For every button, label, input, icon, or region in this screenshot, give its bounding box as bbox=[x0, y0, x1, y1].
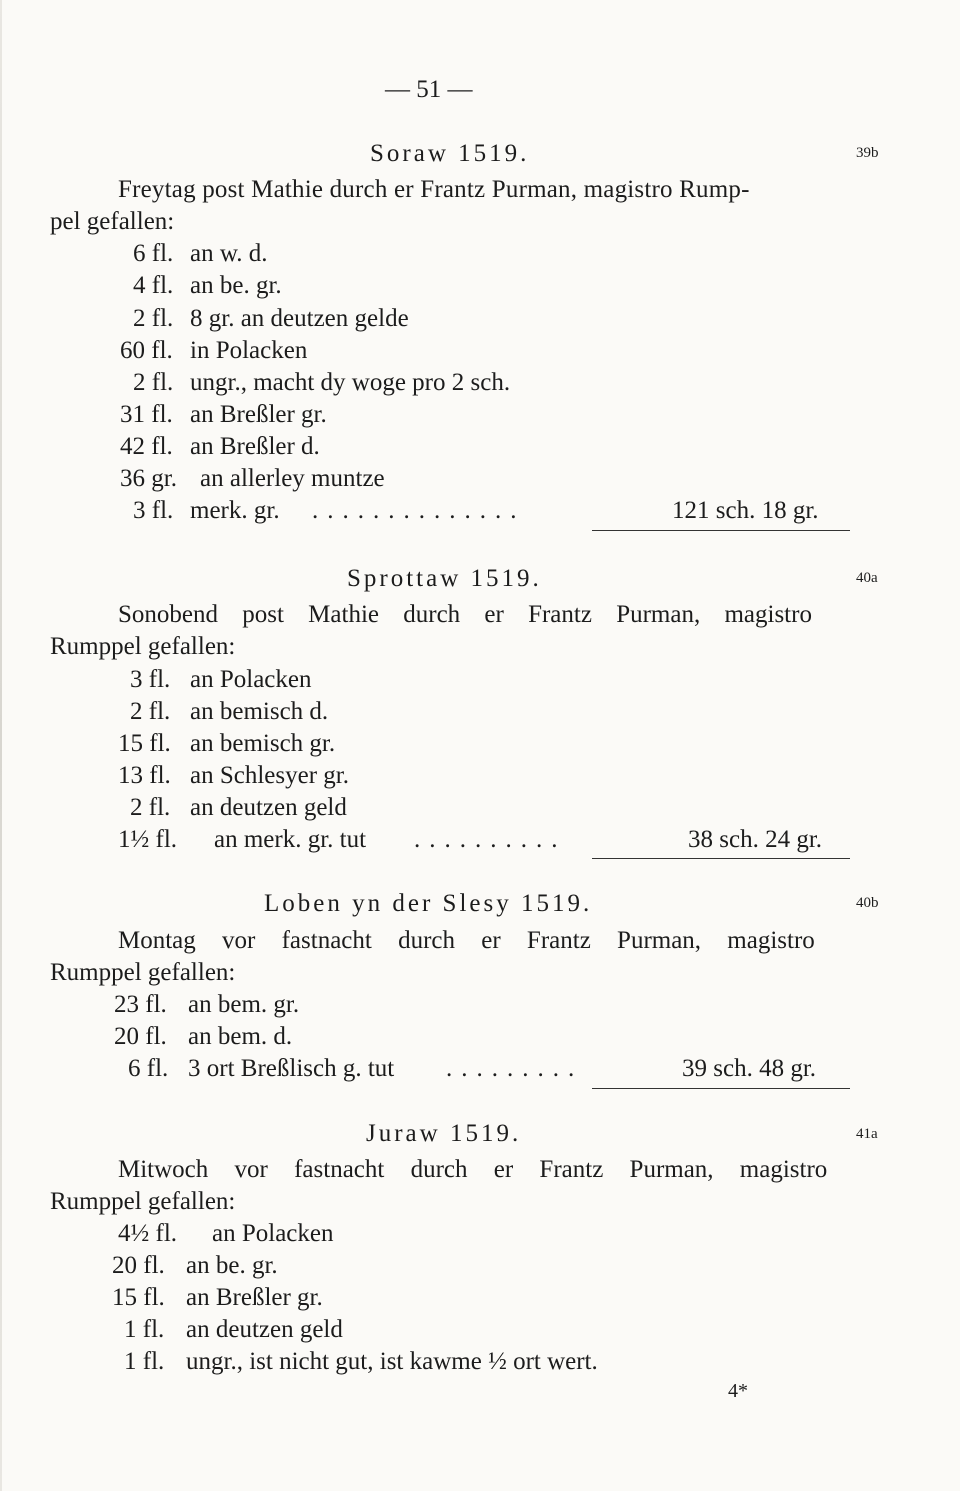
item-text: an bem. gr. bbox=[188, 991, 300, 1018]
item-text: ungr., ist nicht gut, ist kawme ½ ort wert. bbox=[186, 1348, 598, 1375]
item-text: an merk. gr. tut bbox=[214, 826, 367, 853]
item-text: an Polacken bbox=[212, 1220, 334, 1247]
total-rule bbox=[592, 530, 850, 531]
item-text: an allerley muntze bbox=[200, 465, 385, 492]
margin-ref-41a: 41a bbox=[856, 1126, 878, 1142]
section-heading-loben: Loben yn der Slesy 1519. bbox=[264, 890, 593, 917]
item-amount: 2 fl. bbox=[133, 305, 174, 332]
section-heading-juraw: Juraw 1519. bbox=[366, 1120, 522, 1147]
section-heading-soraw: Soraw 1519. bbox=[370, 140, 530, 167]
item-text: an Breßler gr. bbox=[190, 401, 327, 428]
item-text: an deutzen geld bbox=[190, 794, 347, 821]
item-amount: 20 fl. bbox=[114, 1023, 167, 1050]
item-amount: 1½ fl. bbox=[118, 826, 178, 853]
section-total: 121 sch. 18 gr. bbox=[672, 497, 819, 524]
section-intro: Sonobend post Mathie durch er Frantz Purman, magistro bbox=[118, 601, 812, 628]
item-amount: 3 fl. bbox=[133, 497, 174, 524]
item-amount: 1 fl. bbox=[124, 1348, 165, 1375]
margin-ref-39b: 39b bbox=[856, 145, 879, 161]
section-intro: Montag vor fastnacht durch er Frantz Purman, magistro bbox=[118, 927, 815, 954]
item-text: an bemisch gr. bbox=[190, 730, 336, 757]
section-total: 39 sch. 48 gr. bbox=[682, 1055, 817, 1082]
item-text: an be. gr. bbox=[186, 1252, 278, 1279]
item-text: 3 ort Breßlisch g. tut bbox=[188, 1055, 395, 1082]
item-amount: 15 fl. bbox=[112, 1284, 165, 1311]
leader-dots: .............. bbox=[312, 497, 526, 524]
section-intro: Mitwoch vor fastnacht durch er Frantz Purman, magistro bbox=[118, 1156, 828, 1183]
item-amount: 1 fl. bbox=[124, 1316, 165, 1343]
section-intro: Rumppel gefallen: bbox=[50, 1188, 236, 1215]
total-rule bbox=[592, 1088, 850, 1089]
total-rule bbox=[592, 858, 850, 859]
item-text: an Schlesyer gr. bbox=[190, 762, 349, 789]
item-amount: 4½ fl. bbox=[118, 1220, 178, 1247]
item-amount: 6 fl. bbox=[128, 1055, 169, 1082]
item-amount: 4 fl. bbox=[133, 272, 174, 299]
leader-dots: .......... bbox=[414, 826, 567, 853]
section-intro: Rumppel gefallen: bbox=[50, 959, 236, 986]
item-amount: 31 fl. bbox=[120, 401, 173, 428]
item-amount: 2 fl. bbox=[130, 794, 171, 821]
item-amount: 2 fl. bbox=[130, 698, 171, 725]
item-text: an w. d. bbox=[190, 240, 268, 267]
page-number: — 51 — bbox=[385, 76, 473, 103]
item-amount: 3 fl. bbox=[130, 666, 171, 693]
item-text: an be. gr. bbox=[190, 272, 282, 299]
section-intro: pel gefallen: bbox=[50, 208, 175, 235]
page-edge bbox=[0, 0, 2, 1491]
margin-ref-40a: 40a bbox=[856, 570, 878, 586]
item-text: an Breßler d. bbox=[190, 433, 320, 460]
item-text: 8 gr. an deutzen gelde bbox=[190, 305, 409, 332]
item-text: an bem. d. bbox=[188, 1023, 293, 1050]
item-text: an Polacken bbox=[190, 666, 312, 693]
section-total: 38 sch. 24 gr. bbox=[688, 826, 823, 853]
item-text: an bemisch d. bbox=[190, 698, 329, 725]
item-amount: 20 fl. bbox=[112, 1252, 165, 1279]
item-text: an deutzen geld bbox=[186, 1316, 343, 1343]
item-amount: 2 fl. bbox=[133, 369, 174, 396]
item-text: ungr., macht dy woge pro 2 sch. bbox=[190, 369, 511, 396]
item-text: in Polacken bbox=[190, 337, 308, 364]
item-amount: 6 fl. bbox=[133, 240, 174, 267]
item-amount: 42 fl. bbox=[120, 433, 173, 460]
section-intro: Rumppel gefallen: bbox=[50, 633, 236, 660]
leader-dots: ......... bbox=[446, 1055, 584, 1082]
item-amount: 23 fl. bbox=[114, 991, 167, 1018]
item-amount: 60 fl. bbox=[120, 337, 173, 364]
item-text: an Breßler gr. bbox=[186, 1284, 323, 1311]
section-intro: Freytag post Mathie durch er Frantz Purman, magistro Rump- bbox=[118, 176, 750, 203]
margin-ref-40b: 40b bbox=[856, 895, 879, 911]
item-amount: 36 gr. bbox=[120, 465, 177, 492]
item-text: merk. gr. bbox=[190, 497, 280, 524]
signature-mark: 4* bbox=[728, 1380, 748, 1402]
section-heading-sprottaw: Sprottaw 1519. bbox=[347, 565, 542, 592]
item-amount: 13 fl. bbox=[118, 762, 171, 789]
item-amount: 15 fl. bbox=[118, 730, 171, 757]
